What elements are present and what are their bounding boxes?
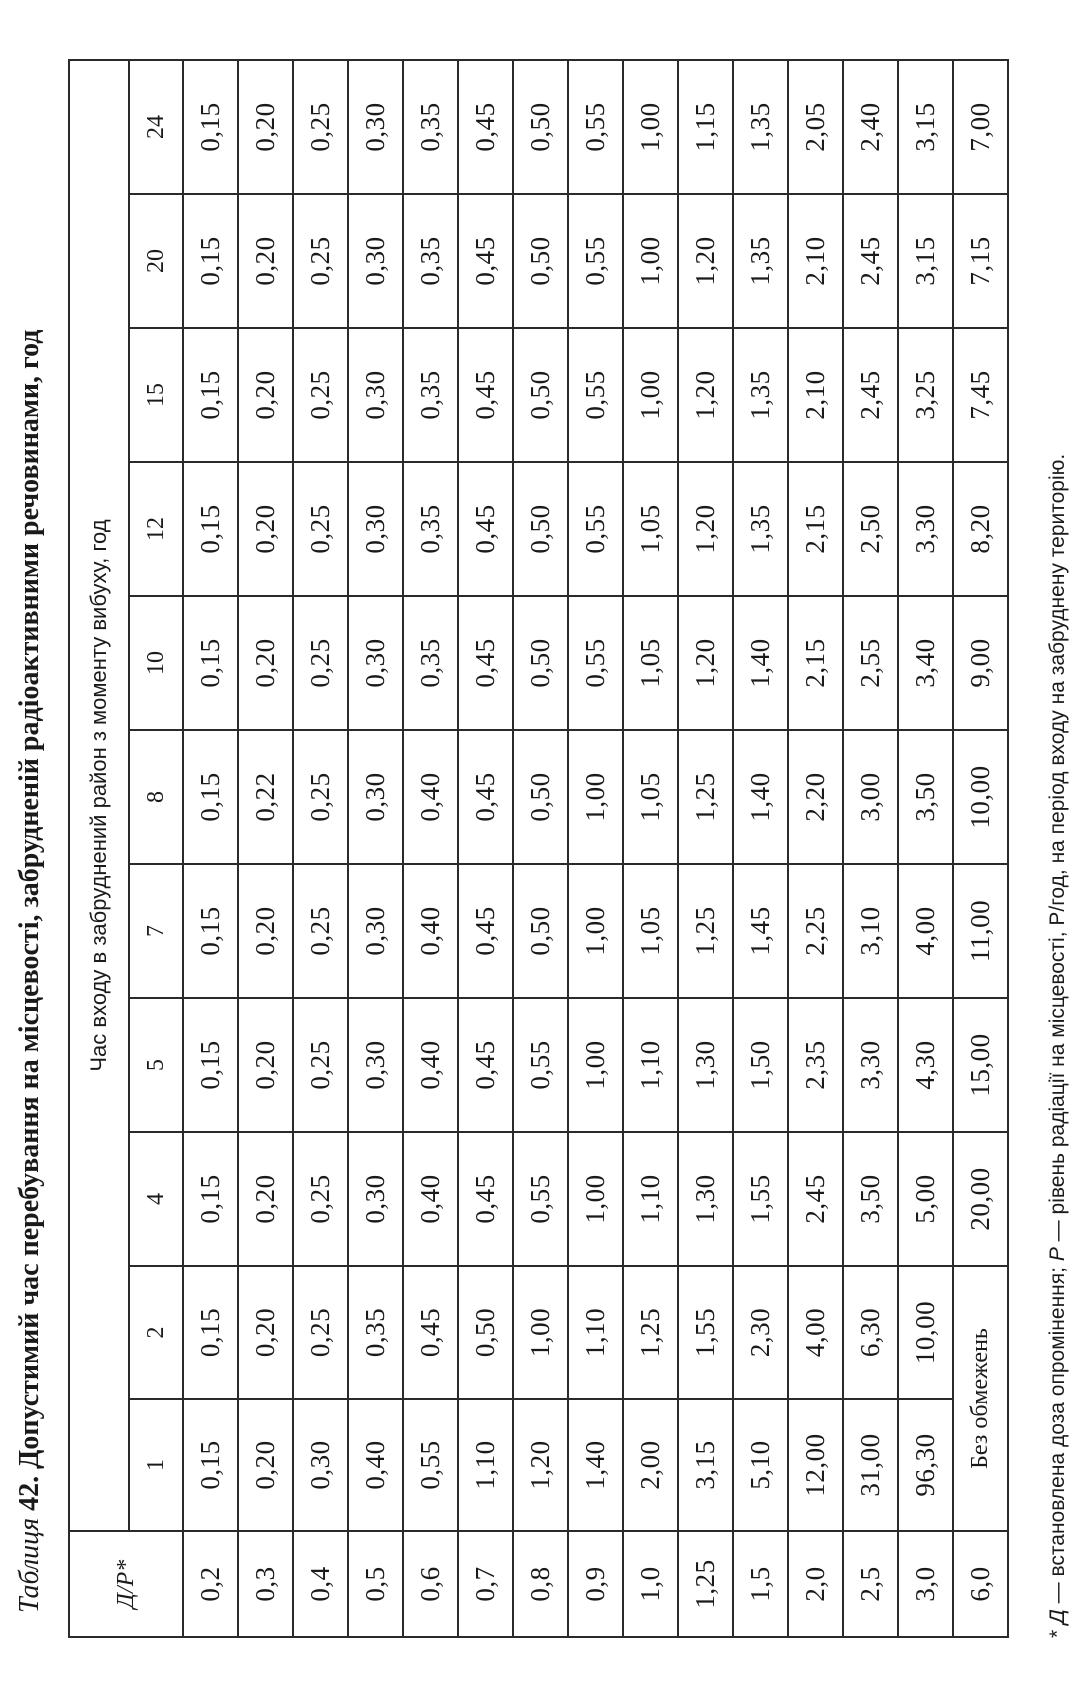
table-cell: 0,30 [348,864,403,998]
table-cell: 2,45 [843,194,898,328]
table-cell: 0,15 [183,1399,238,1531]
table-cell: 0,15 [183,462,238,596]
table-cell: 0,45 [458,194,513,328]
table-cell: 0,30 [348,1132,403,1266]
table-cell: 0,35 [403,462,458,596]
table-row [843,60,898,1637]
table-cell: 1,00 [513,1266,568,1399]
table-row [293,60,348,1637]
row-key: 0,7 [458,1531,513,1637]
table-cell: 0,20 [238,60,293,194]
table-cell: 2,20 [788,730,843,864]
footnote-part2: — рівень радіації на місцевості, Р/год, на період входу на забруднену територію. [1046,453,1069,1248]
table-cell: 0,20 [238,998,293,1132]
table-cell: 0,20 [238,864,293,998]
row-key: 6,0 [953,1531,1008,1637]
table-cell: 0,15 [183,194,238,328]
table-cell: 8,20 [953,462,1008,596]
table-cell: 1,55 [733,1132,788,1266]
table-cell: 0,35 [348,1266,403,1399]
table-cell: 0,25 [293,596,348,730]
table-cell: 1,40 [568,1399,623,1531]
table-cell: 0,40 [403,1132,458,1266]
table-cell: 0,45 [403,1266,458,1399]
table-cell: 0,15 [183,1266,238,1399]
table-cell: 7,15 [953,194,1008,328]
table-cell: 0,50 [513,864,568,998]
table-cell: 0,50 [513,194,568,328]
row-key: 0,3 [238,1531,293,1637]
row-key: 0,2 [183,1531,238,1637]
table-cell: 3,50 [843,1132,898,1266]
table-cell: 0,55 [403,1399,458,1531]
row-key: 2,5 [843,1531,898,1637]
table-cell: 3,10 [843,864,898,998]
row-key: 1,5 [733,1531,788,1637]
table-cell: 3,30 [843,998,898,1132]
table-cell: 20,00 [953,1132,1008,1266]
table-cell: 1,10 [458,1399,513,1531]
table-cell: 1,00 [623,328,678,462]
table-cell: 0,25 [293,864,348,998]
row-key: 3,0 [898,1531,953,1637]
row-key: 0,5 [348,1531,403,1637]
row-key: 1,25 [678,1531,733,1637]
row-key: 0,6 [403,1531,458,1637]
table-cell: 1,00 [568,730,623,864]
table-cell: 0,30 [293,1399,348,1531]
table-cell: 7,45 [953,328,1008,462]
table-cell: 0,15 [183,730,238,864]
table-cell: 2,15 [788,596,843,730]
table-cell: 1,05 [623,462,678,596]
table-row [183,60,238,1637]
table-cell: 2,05 [788,60,843,194]
table-cell: 1,20 [678,194,733,328]
table-cell: 3,30 [898,462,953,596]
table-cell: 12,00 [788,1399,843,1531]
column-header: 1 [129,1399,183,1531]
table-cell: 3,15 [678,1399,733,1531]
table-cell: 1,35 [733,328,788,462]
table-cell: 0,55 [568,328,623,462]
table-cell: 1,10 [568,1266,623,1399]
table-cell: 11,00 [953,864,1008,998]
table-cell: 5,10 [733,1399,788,1531]
table-cell: 2,45 [788,1132,843,1266]
table-row [733,60,788,1637]
table-cell: 0,30 [348,998,403,1132]
table-cell: 0,45 [458,730,513,864]
table-cell: 0,50 [513,462,568,596]
table-cell: 3,15 [898,60,953,194]
table-cell: 0,22 [238,730,293,864]
footnote-part1: — встановлена доза опромінення; [1046,1261,1069,1610]
table-cell: 0,15 [183,60,238,194]
column-header: 12 [129,462,183,596]
table-cell: 2,45 [843,328,898,462]
table-cell: 0,35 [403,596,458,730]
corner-header: Д/Р* [69,1531,183,1637]
table-cell: 2,15 [788,462,843,596]
footnote [1046,38,1070,1638]
table-cell: 0,55 [513,1132,568,1266]
table-cell: 2,00 [623,1399,678,1531]
table-cell: 1,35 [733,194,788,328]
table-cell: 0,15 [183,998,238,1132]
table-cell: 1,20 [678,462,733,596]
table-cell: 1,05 [623,864,678,998]
table-cell: 0,25 [293,194,348,328]
table-cell: 0,55 [513,998,568,1132]
table-cell: 1,05 [623,596,678,730]
column-header: 15 [129,328,183,462]
table-caption [14,53,46,1613]
table-cell: 1,20 [678,596,733,730]
table-cell: 1,45 [733,864,788,998]
table-cell: 3,50 [898,730,953,864]
table-cell: 2,35 [788,998,843,1132]
table-cell: 0,30 [348,462,403,596]
table-cell: 0,50 [513,730,568,864]
table-cell: 2,50 [843,462,898,596]
table-cell: 1,00 [568,998,623,1132]
table-cell: 0,20 [238,1266,293,1399]
table-cell: 5,00 [898,1132,953,1266]
table-cell: 0,50 [513,60,568,194]
table-cell: 0,15 [183,596,238,730]
table-cell: 1,00 [623,60,678,194]
table-cell: 3,25 [898,328,953,462]
table-cell: 1,25 [678,864,733,998]
table-cell: 10,00 [953,730,1008,864]
table-cell: 1,30 [678,998,733,1132]
table-cell: 0,35 [403,60,458,194]
table-cell: 0,25 [293,328,348,462]
table-cell: 0,15 [183,864,238,998]
table-cell: 0,55 [568,462,623,596]
table-cell: 0,15 [183,1132,238,1266]
table-cell: 0,25 [293,998,348,1132]
table-cell: 1,35 [733,60,788,194]
table-cell: 0,55 [568,596,623,730]
table-cell: 2,55 [843,596,898,730]
table-cell: 1,00 [568,1132,623,1266]
table-cell: 0,30 [348,194,403,328]
table-row [348,60,403,1637]
table-row [458,60,513,1637]
table-cell: 0,20 [238,462,293,596]
table-cell: 0,50 [458,1266,513,1399]
table-cell: 0,20 [238,194,293,328]
no-limit-cell: Без обмежень [953,1266,1008,1531]
table-cell: 0,55 [568,60,623,194]
table-cell: 0,25 [293,730,348,864]
table-cell: 4,30 [898,998,953,1132]
table-cell: 1,10 [623,1132,678,1266]
table-row [238,60,293,1637]
table-row [403,60,458,1637]
table-cell: 1,25 [678,730,733,864]
column-header: 4 [129,1132,183,1266]
row-key: 1,0 [623,1531,678,1637]
column-header: 7 [129,864,183,998]
table-cell: 0,45 [458,60,513,194]
table-cell: 0,50 [513,596,568,730]
table-cell: 2,25 [788,864,843,998]
table-cell: 96,30 [898,1399,953,1531]
table-cell: 0,45 [458,596,513,730]
group-header: Час входу в забруднений район з моменту вибуху, год [69,60,129,1531]
table-cell: 31,00 [843,1399,898,1531]
table-cell: 3,00 [843,730,898,864]
table-cell: 7,00 [953,60,1008,194]
table-cell: 1,30 [678,1132,733,1266]
table-cell: 10,00 [898,1266,953,1399]
radiation-time-table [68,59,1009,1638]
row-key: 0,8 [513,1531,568,1637]
row-key: 2,0 [788,1531,843,1637]
table-body [183,60,1008,1637]
table-cell: 0,25 [293,60,348,194]
table-cell: 0,35 [403,328,458,462]
table-cell: 9,00 [953,596,1008,730]
footnote-p: Р [1046,1247,1069,1262]
table-cell: 0,35 [403,194,458,328]
table-row [513,60,568,1637]
table-row [568,60,623,1637]
table-cell: 1,10 [623,998,678,1132]
column-header: 5 [129,998,183,1132]
table-cell: 3,40 [898,596,953,730]
row-key: 0,9 [568,1531,623,1637]
table-cell: 0,40 [403,998,458,1132]
table-cell: 0,30 [348,730,403,864]
table-cell: 0,45 [458,998,513,1132]
column-header: 8 [129,730,183,864]
table-cell: 1,00 [623,194,678,328]
table-cell: 0,40 [348,1399,403,1531]
table-cell: 1,20 [513,1399,568,1531]
table-cell: 1,15 [678,60,733,194]
table-cell: 0,45 [458,864,513,998]
table-cell: 0,20 [238,596,293,730]
table-row [623,60,678,1637]
table-cell: 0,20 [238,328,293,462]
table-cell: 0,40 [403,730,458,864]
table-cell: 0,45 [458,328,513,462]
table-cell: 0,25 [293,1266,348,1399]
table-cell: 1,40 [733,596,788,730]
table-cell: 0,30 [348,60,403,194]
footnote-star: * [1046,1623,1069,1638]
column-header: 24 [129,60,183,194]
table-cell: 0,45 [458,1132,513,1266]
table-cell: 0,50 [513,328,568,462]
column-header-row [129,60,183,1637]
table-cell: 0,20 [238,1132,293,1266]
caption-text: 42. Допустимий час перебування на місцевості, забрудненій радіоактивними речовинами, год [14,329,45,1518]
table-row [898,60,953,1637]
table-cell: 2,30 [733,1266,788,1399]
row-key: 0,4 [293,1531,348,1637]
table-cell: 0,25 [293,462,348,596]
table-cell: 2,40 [843,60,898,194]
table-cell: 0,40 [403,864,458,998]
table-cell: 6,30 [843,1266,898,1399]
table-cell: 1,40 [733,730,788,864]
table-cell: 0,30 [348,596,403,730]
table-cell: 15,00 [953,998,1008,1132]
table-cell: 0,15 [183,328,238,462]
table-cell: 0,25 [293,1132,348,1266]
table-cell: 4,00 [788,1266,843,1399]
table-row [788,60,843,1637]
table-cell: 1,25 [623,1266,678,1399]
table-row [953,60,1008,1637]
column-header: 10 [129,596,183,730]
table-cell: 1,20 [678,328,733,462]
table-cell: 0,30 [348,328,403,462]
table-cell: 0,20 [238,1399,293,1531]
table-cell: 1,35 [733,462,788,596]
column-header: 20 [129,194,183,328]
table-cell: 1,55 [678,1266,733,1399]
table-cell: 0,55 [568,194,623,328]
table-cell: 2,10 [788,328,843,462]
table-row [678,60,733,1637]
table-cell: 2,10 [788,194,843,328]
table-cell: 1,00 [568,864,623,998]
table-cell: 1,50 [733,998,788,1132]
table-cell: 3,15 [898,194,953,328]
table-cell: 1,05 [623,730,678,864]
table-cell: 4,00 [898,864,953,998]
caption-label: Таблиця [14,1517,45,1613]
table-cell: 0,45 [458,462,513,596]
column-header: 2 [129,1266,183,1399]
footnote-d: Д [1046,1609,1069,1624]
